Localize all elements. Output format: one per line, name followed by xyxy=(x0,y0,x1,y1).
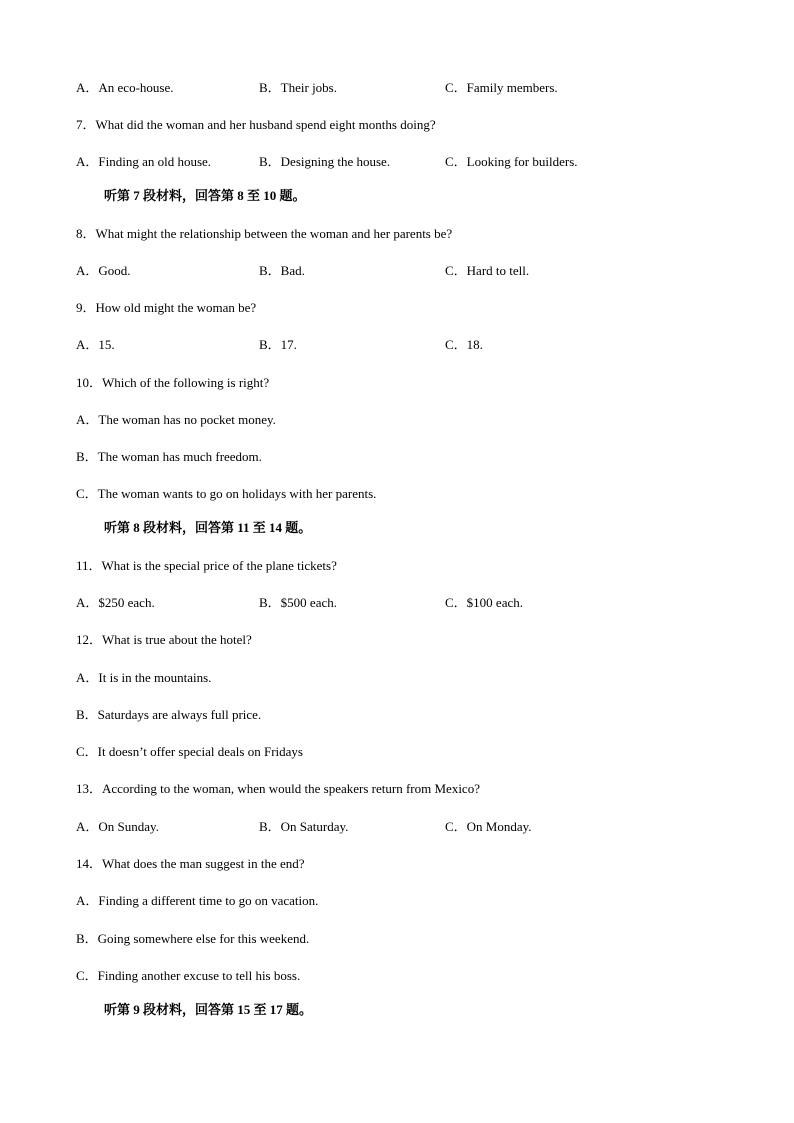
option-a[interactable]: A．Finding a different time to go on vacation. xyxy=(76,893,319,908)
option-c[interactable]: C．$100 each. xyxy=(445,595,523,610)
question-12: 12．What is true about the hotel? xyxy=(76,632,252,647)
question-10: 10．Which of the following is right? xyxy=(76,375,270,390)
question-7: 7．What did the woman and her husband spend eight months doing? xyxy=(76,117,436,132)
option-a[interactable]: A．$250 each. xyxy=(76,595,155,610)
option-c[interactable]: C．Finding another excuse to tell his boss. xyxy=(76,968,301,983)
question-14: 14．What does the man suggest in the end? xyxy=(76,856,305,871)
question-13: 13．According to the woman, when would the speakers return from Mexico? xyxy=(76,781,480,796)
options-row xyxy=(76,79,754,97)
section-heading: 听第 9 段材料，回答第 15 至 17 题。 xyxy=(104,1002,313,1017)
option-a[interactable]: A．Finding an old house. xyxy=(76,154,212,169)
section-heading: 听第 7 段材料，回答第 8 至 10 题。 xyxy=(104,188,306,203)
option-c[interactable]: C．Looking for builders. xyxy=(445,154,578,169)
option-a[interactable]: A．On Sunday. xyxy=(76,819,159,834)
option-c[interactable]: C．Hard to tell. xyxy=(445,263,530,278)
option-b[interactable]: B．Going somewhere else for this weekend. xyxy=(76,931,310,946)
section-heading: 听第 8 段材料，回答第 11 至 14 题。 xyxy=(104,520,312,535)
question-9: 9．How old might the woman be? xyxy=(76,300,257,315)
option-b[interactable]: B．On Saturday. xyxy=(259,819,349,834)
option-c[interactable]: C．Family members. xyxy=(445,80,558,95)
option-b[interactable]: B．Bad. xyxy=(259,263,305,278)
option-c[interactable]: C．On Monday. xyxy=(445,819,532,834)
options-row xyxy=(76,818,754,836)
option-c[interactable]: C．The woman wants to go on holidays with her parents. xyxy=(76,486,377,501)
option-b[interactable]: B．Their jobs. xyxy=(259,80,337,95)
option-b[interactable]: B．17. xyxy=(259,337,297,352)
option-b[interactable]: B．$500 each. xyxy=(259,595,337,610)
option-c[interactable]: C．18. xyxy=(445,337,483,352)
option-a[interactable]: A．The woman has no pocket money. xyxy=(76,412,276,427)
option-a[interactable]: A．An eco-house. xyxy=(76,80,174,95)
option-a[interactable]: A．15. xyxy=(76,337,115,352)
options-row xyxy=(76,594,754,612)
option-a[interactable]: A．It is in the mountains. xyxy=(76,670,212,685)
question-8: 8．What might the relationship between the woman and her parents be? xyxy=(76,226,453,241)
option-c[interactable]: C．It doesn’t offer special deals on Fridays xyxy=(76,744,303,759)
option-a[interactable]: A．Good. xyxy=(76,263,131,278)
option-b[interactable]: B．The woman has much freedom. xyxy=(76,449,262,464)
option-b[interactable]: B．Saturdays are always full price. xyxy=(76,707,262,722)
question-11: 11．What is the special price of the plane tickets? xyxy=(76,558,337,573)
options-row xyxy=(76,153,754,171)
options-row xyxy=(76,262,754,280)
option-b[interactable]: B．Designing the house. xyxy=(259,154,391,169)
options-row xyxy=(76,336,754,354)
